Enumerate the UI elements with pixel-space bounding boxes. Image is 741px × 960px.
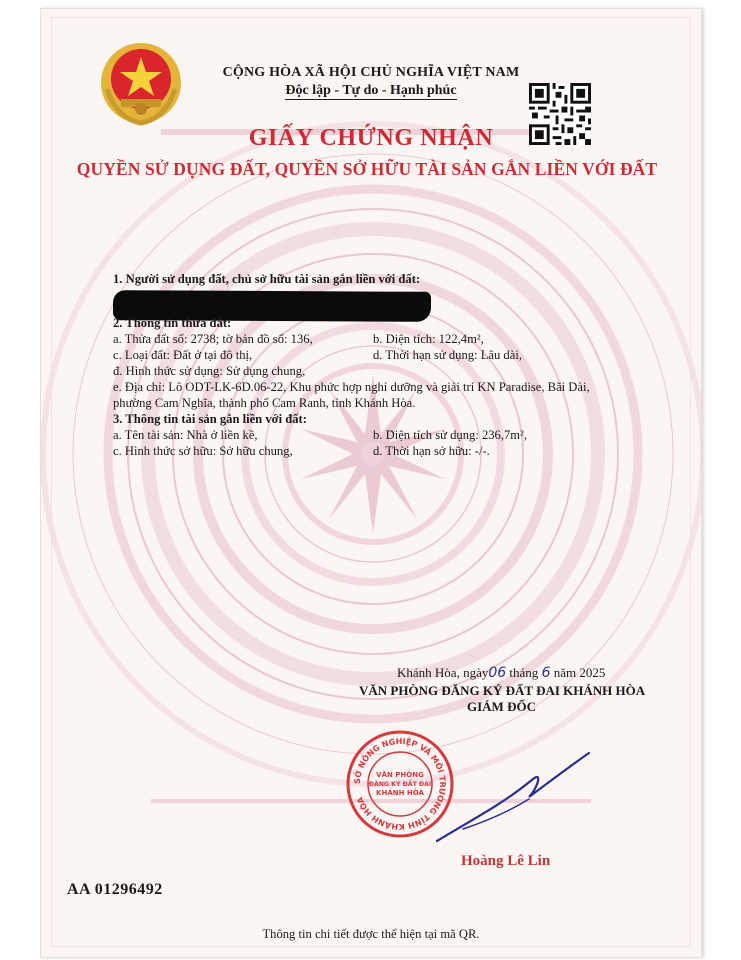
serial-number: AA 01296492 (67, 881, 163, 898)
issue-date: Khánh Hòa, ngày06 tháng 6 năm 2025 (397, 665, 606, 681)
asset-area: b. Diện tích sử dụng: 236,7m², (373, 428, 528, 442)
svg-text:KHÁNH HÒA: KHÁNH HÒA (376, 789, 424, 797)
section3-heading: 3. Thông tin tài sản gắn liền với đất: (113, 412, 307, 426)
svg-text:VĂN PHÒNG: VĂN PHÒNG (376, 771, 424, 779)
land-type: c. Loại đất: Đất ở tại đô thị, (113, 348, 253, 362)
certificate-title: GIẤY CHỨNG NHẬN (248, 125, 494, 151)
issuing-office: VĂN PHÒNG ĐĂNG KÝ ĐẤT ĐAI KHÁNH HÒA (359, 683, 646, 698)
certificate-page (40, 8, 702, 958)
certificate-subtitle: QUYỀN SỬ DỤNG ĐẤT, QUYỀN SỞ HỮU TÀI SẢN GẮN LIỀN VỚI ĐẤT (76, 159, 658, 179)
parcel-area: b. Diện tích: 122,4m², (373, 332, 484, 346)
land-use-form: đ. Hình thức sử dụng: Sử dụng chung, (113, 364, 306, 378)
signature-icon (433, 749, 593, 849)
country-name: CỘNG HÒA XÃ HỘI CHỦ NGHĨA VIỆT NAM (222, 65, 520, 80)
qr-footnote: Thông tin chi tiết được thể hiện tại mã QR. (262, 927, 480, 941)
address-line-2: phường Cam Nghĩa, thành phố Cam Ranh, tỉnh Khánh Hòa. (113, 396, 416, 410)
asset-name: a. Tên tài sản: Nhà ở liền kề, (113, 428, 258, 442)
ownership-form: c. Hình thức sở hữu: Sở hữu chung, (113, 444, 293, 458)
section2-heading: 2. Thông tin thửa đất: (113, 316, 232, 330)
svg-text:ĐĂNG KÝ ĐẤT ĐAI: ĐĂNG KÝ ĐẤT ĐAI (368, 781, 432, 788)
signer-name: Hoàng Lê Lin (461, 853, 551, 869)
land-term: d. Thời hạn sử dụng: Lâu dài, (373, 348, 522, 362)
parcel-number: a. Thửa đất số: 2738; tờ bản đồ số: 136, (113, 332, 313, 346)
address-line-1: e. Địa chỉ: Lô ODT-LK-6D.06-22, Khu phức hợp nghỉ dưỡng và giải trí KN Paradise, Bãi Dài, (113, 380, 590, 394)
svg-text:SỞ NÔNG NGHIỆP VÀ MÔI TRƯỜNG T: SỞ NÔNG NGHIỆP VÀ MÔI TRƯỜNG TỈNH KHÁNH HÒA (352, 736, 448, 832)
signer-position: GIÁM ĐỐC (467, 699, 536, 714)
section1-heading: 1. Người sử dụng đất, chủ sở hữu tài sản gắn liền với đất: (113, 272, 421, 286)
national-motto: Độc lập - Tự do - Hạnh phúc (285, 83, 457, 98)
ownership-term: d. Thời hạn sở hữu: -/-. (373, 444, 490, 458)
